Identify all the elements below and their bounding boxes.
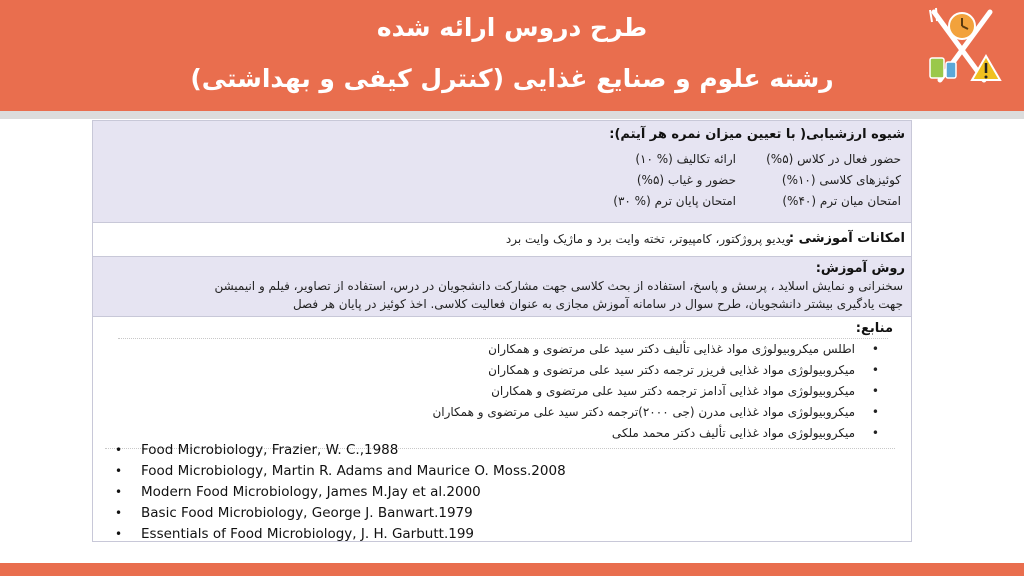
bullet: • <box>871 426 879 440</box>
evaluation-heading: شیوه ارزشیابی( با تعیین میزان نمره هر آیتم): <box>609 127 905 142</box>
source-text: Food Microbiology, Frazier, W. C.,1988 <box>141 442 399 458</box>
source-text: Essentials of Food Microbiology, J. H. Garbutt.199 <box>141 526 474 542</box>
sources-heading: منابع: <box>855 321 893 336</box>
teaching-method-text-line1: سخنرانی و نمایش اسلاید ، پرسش و پاسخ، استفاده از بحث کلاسی جهت مشارکت دانشجویان در درس، استفاده از تصاویر، فیلم و انیمیشن <box>214 279 903 293</box>
bullet: • <box>871 384 879 398</box>
source-text: Modern Food Microbiology, James M.Jay et al.2000 <box>141 484 481 500</box>
course-plan-table <box>92 120 912 542</box>
english-source-list <box>113 440 813 545</box>
list-item <box>113 482 813 503</box>
source-text: میکروبیولوژی مواد غذایی فریزر ترجمه دکتر سید علی مرتضوی و همکاران <box>488 363 855 377</box>
bullet: • <box>115 443 123 457</box>
evaluation-item: حضور فعال در کلاس (۵%) <box>766 152 901 166</box>
list-item <box>113 524 813 545</box>
header-bar <box>0 0 1024 111</box>
list-item <box>113 440 813 461</box>
clock-fork-knife-warning-icon <box>922 6 1002 86</box>
source-text: میکروبیولوژی مواد غذایی آدامز ترجمه دکتر سید علی مرتضوی و همکاران <box>491 384 855 398</box>
evaluation-item: امتحان پایان ترم (% ۳۰) <box>613 194 736 208</box>
title-line-1: طرح دروس ارائه شده <box>376 13 648 42</box>
list-item <box>121 402 881 423</box>
bullet: • <box>115 527 123 541</box>
bullet: • <box>115 506 123 520</box>
evaluation-item: کوئیزهای کلاسی (۱۰%) <box>781 173 901 187</box>
list-item <box>121 381 881 402</box>
teaching-method-heading: روش آموزش: <box>815 261 905 276</box>
facilities-heading: امکانات آموزشی : <box>788 231 905 246</box>
header-shadow-divider <box>0 111 1024 119</box>
evaluation-item: امتحان میان ترم (۴۰%) <box>782 194 901 208</box>
evaluation-item: ارائه تکالیف (% ۱۰) <box>635 152 736 166</box>
bullet: • <box>871 342 879 356</box>
source-text: میکروبیولوژی مواد غذایی تألیف دکتر محمد ملکی <box>611 426 855 440</box>
list-item <box>113 503 813 524</box>
facilities-section <box>93 223 911 257</box>
bullet: • <box>871 363 879 377</box>
facilities-text: ویدیو پروژکتور، کامپیوتر، تخته وایت برد و ماژیک وایت برد <box>505 232 791 246</box>
sources-section <box>93 317 911 541</box>
list-item <box>113 461 813 482</box>
list-item <box>121 339 881 360</box>
footer-bar <box>0 563 1024 576</box>
bullet: • <box>115 464 123 478</box>
source-text: Food Microbiology, Martin R. Adams and Maurice O. Moss.2008 <box>141 463 566 479</box>
source-text: Basic Food Microbiology, George J. Banwart.1979 <box>141 505 473 521</box>
bullet: • <box>115 485 123 499</box>
source-text: میکروبیولوژی مواد غذایی مدرن (جی ۲۰۰۰)ترجمه دکتر سید علی مرتضوی و همکاران <box>432 405 855 419</box>
list-item <box>121 360 881 381</box>
source-text: اطلس میکروبیولوژی مواد غذایی تألیف دکتر سید علی مرتضوی و همکاران <box>488 342 855 356</box>
title-line-2: رشته علوم و صنایع غذایی (کنترل کیفی و بهداشتی) <box>190 64 834 93</box>
bullet: • <box>871 405 879 419</box>
evaluation-item: حضور و غیاب (۵%) <box>636 173 736 187</box>
evaluation-section <box>93 121 911 223</box>
teaching-method-section <box>93 257 911 317</box>
persian-source-list <box>121 339 881 444</box>
teaching-method-text-line2: جهت یادگیری بیشتر دانشجویان، طرح سوال در سامانه آموزش مجازی به عنوان فعالیت کلاسی. اخذ کوئیز در پایان هر فصل <box>292 297 903 311</box>
